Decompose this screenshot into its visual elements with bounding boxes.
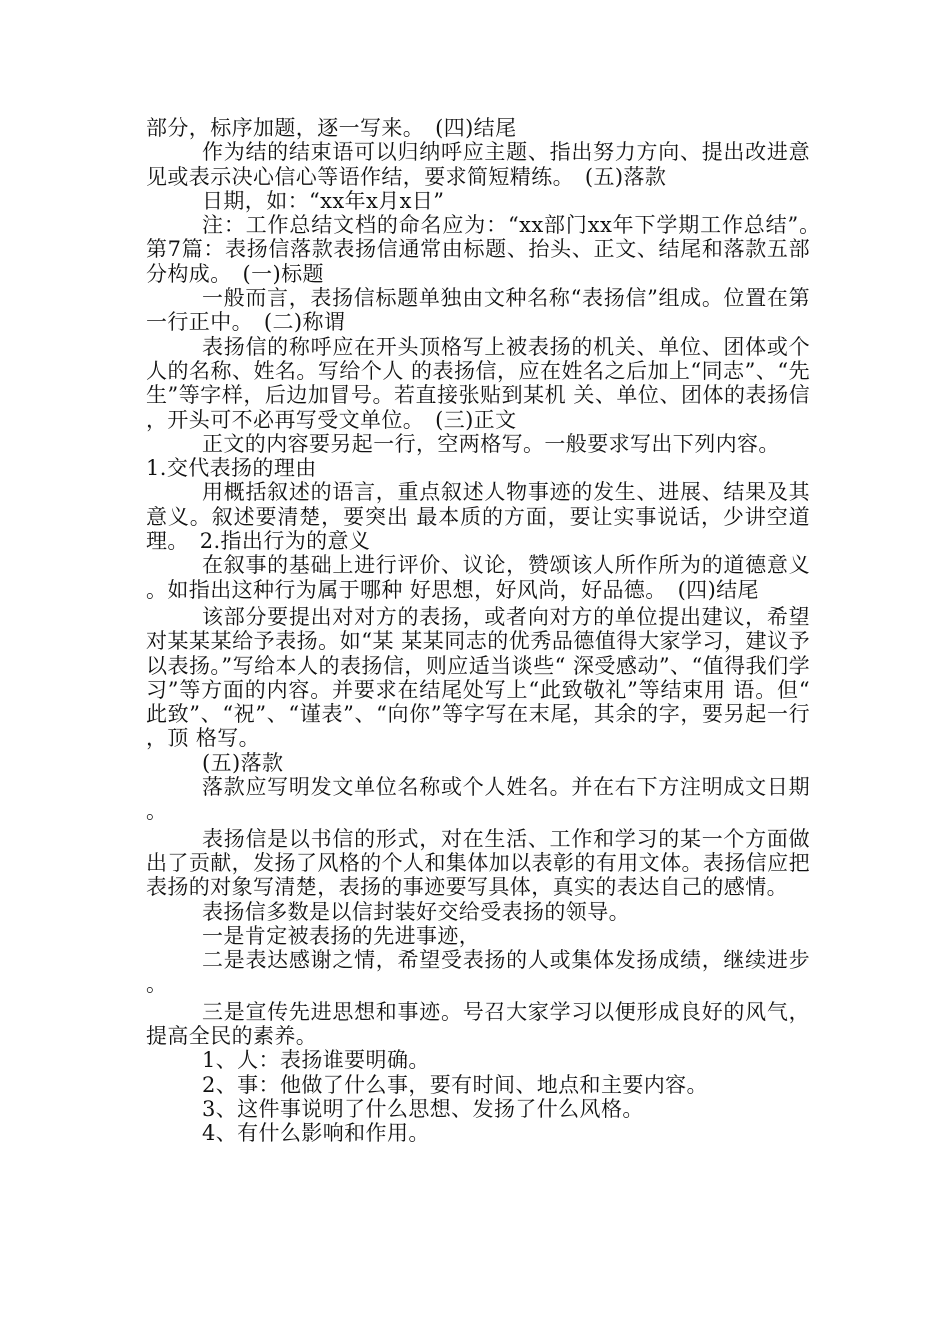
paragraph: 表扬信多数是以信封装好交给受表扬的领导。: [202, 899, 630, 924]
paragraph: 落款应写明发文单位名称或个人姓名。并在右下方注明成文日期。: [146, 775, 810, 824]
paragraph: 在叙事的基础上进行评价、议论，赞颂该人所作所为的道德意义。如指出这种行为属于哪种 好思想，好风尚，好品德。 (四)结尾: [146, 553, 810, 602]
paragraph: 4、有什么影响和作用。: [202, 1121, 430, 1146]
paragraph: 一是肯定被表扬的先进事迹，: [202, 923, 481, 948]
paragraph: 正文的内容要另起一行，空两格写。一般要求写出下列内容。: [202, 431, 780, 456]
paragraph: 该部分要提出对对方的表扬，或者向对方的单位提出建议，希望对某某某给予表扬。如“某 某某同志的优秀品德值得大家学习，建议予以表扬。”写给本人的表扬信，则应适当谈些“ 深受感动”、“值得我们学习”等方面的内容。并要求在结尾处写上“此致敬礼”等结束用 语。但“此致”、“祝”、“谨表”、“向你”等字写在末尾，其余的字，要另起一行，顶 格写。: [146, 604, 810, 751]
paragraph: 1、人：表扬谁要明确。: [202, 1048, 430, 1073]
paragraph: 日期，如：“xx年x月x日”: [202, 188, 445, 213]
paragraph: 注：工作总结文档的命名应为：“xx部门xx年下学期工作总结”。 第7篇：表扬信落款表扬信通常由标题、抬头、正文、结尾和落款五部分构成。 (一)标题: [146, 213, 832, 286]
paragraph: 表扬信的称呼应在开头顶格写上被表扬的机关、单位、团体或个人的名称、姓名。写给个人 的表扬信，应在姓名之后加上“同志”、“先生”等字样，后边加冒号。若直接张贴到某机 关、单位、团体的表扬信，开头可不必再写受文单位。 (三)正文: [146, 334, 810, 432]
paragraph: 三是宣传先进思想和事迹。号召大家学习以便形成良好的风气，提高全民的素养。: [146, 999, 810, 1048]
paragraph: 一般而言，表扬信标题单独由文种名称“表扬信”组成。位置在第一行正中。 (二)称谓: [146, 286, 810, 335]
paragraph: 部分，标序加题，逐一写来。 (四)结尾: [146, 116, 517, 140]
paragraph: 二是表达感谢之情，希望受表扬的人或集体发扬成绩，继续进步。: [146, 948, 810, 997]
paragraph: 2、事：他做了什么事，要有时间、地点和主要内容。: [202, 1072, 708, 1097]
paragraph: 用概括叙述的语言，重点叙述人物事迹的发生、进展、结果及其意义。叙述要清楚，要突出 最本质的方面，要让实事说话，少讲空道理。 2.指出行为的意义: [146, 480, 810, 554]
paragraph: 表扬信是以书信的形式，对在生活、工作和学习的某一个方面做出了贡献，发扬了风格的个人和集体加以表彰的有用文体。表扬信应把表扬的对象写清楚，表扬的事迹要写具体，真实的表达自己的感情。: [146, 826, 810, 900]
paragraph: 1.交代表扬的理由: [146, 456, 317, 481]
paragraph: (五)落款: [202, 750, 284, 775]
paragraph: 3、这件事说明了什么思想、发扬了什么风格。: [202, 1096, 644, 1121]
paragraph: 作为结的结束语可以归纳呼应主题、指出努力方向、提出改进意见或表示决心信心等语作结，要求简短精练。 (五)落款: [146, 140, 810, 189]
document-body: [146, 116, 832, 1146]
